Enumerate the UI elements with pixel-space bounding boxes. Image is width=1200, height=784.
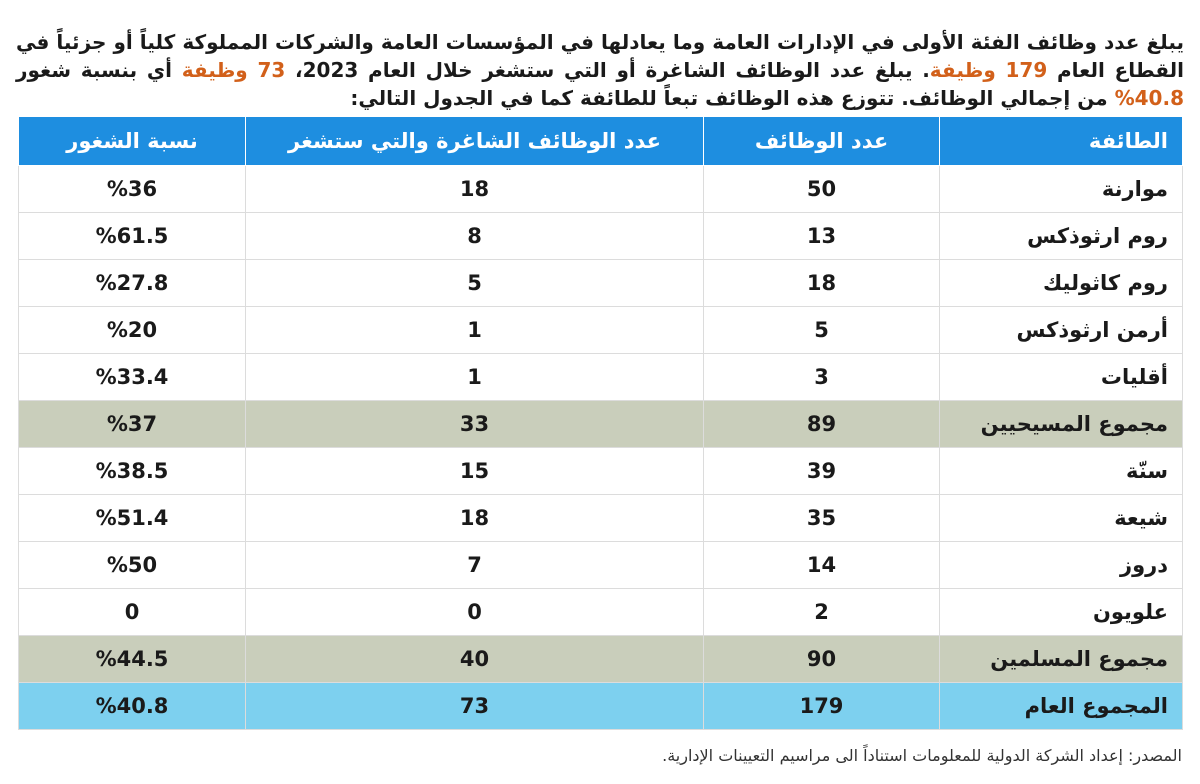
cell-sect: المجموع العام: [940, 683, 1183, 730]
cell-sect: علويون: [940, 589, 1183, 636]
cell-vacant: 73: [246, 683, 704, 730]
cell-vacant: 40: [246, 636, 704, 683]
cell-rate: %38.5: [19, 448, 246, 495]
intro-text-3: أي بنسبة شغور: [16, 58, 182, 82]
cell-rate: %50: [19, 542, 246, 589]
table-header-row: [19, 117, 1183, 166]
cell-sect: موارنة: [940, 166, 1183, 213]
cell-rate: %20: [19, 307, 246, 354]
table-row: [19, 495, 1183, 542]
cell-jobs: 3: [704, 354, 940, 401]
intro-highlight-rate: 40.8%: [1114, 86, 1184, 110]
cell-jobs: 5: [704, 307, 940, 354]
cell-rate: %37: [19, 401, 246, 448]
intro-highlight-total-jobs: 179 وظيفة: [929, 58, 1048, 82]
intro-text-2: . يبلغ عدد الوظائف الشاغرة أو التي ستشغر خلال العام 2023،: [285, 58, 930, 82]
cell-jobs: 2: [704, 589, 940, 636]
cell-vacant: 5: [246, 260, 704, 307]
cell-sect: أرمن ارثوذكس: [940, 307, 1183, 354]
grand-total-row: [19, 683, 1183, 730]
cell-vacant: 15: [246, 448, 704, 495]
cell-sect: روم ارثوذكس: [940, 213, 1183, 260]
table-row: [19, 542, 1183, 589]
subtotal-row-christians: [19, 401, 1183, 448]
cell-sect: مجموع المسلمين: [940, 636, 1183, 683]
header-vacant: عدد الوظائف الشاغرة والتي ستشغر: [246, 117, 704, 166]
table-row: [19, 166, 1183, 213]
cell-sect: مجموع المسيحيين: [940, 401, 1183, 448]
intro-text-4: من إجمالي الوظائف. تتوزع هذه الوظائف تبعاً للطائفة كما في الجدول التالي:: [350, 86, 1115, 110]
table-row: [19, 260, 1183, 307]
cell-vacant: 8: [246, 213, 704, 260]
cell-sect: دروز: [940, 542, 1183, 589]
cell-rate: %61.5: [19, 213, 246, 260]
cell-vacant: 7: [246, 542, 704, 589]
cell-sect: روم كاثوليك: [940, 260, 1183, 307]
cell-vacant: 0: [246, 589, 704, 636]
table-row: [19, 307, 1183, 354]
header-jobs: عدد الوظائف: [704, 117, 940, 166]
cell-jobs: 50: [704, 166, 940, 213]
cell-vacant: 33: [246, 401, 704, 448]
table-row: [19, 589, 1183, 636]
cell-jobs: 90: [704, 636, 940, 683]
cell-sect: سنّة: [940, 448, 1183, 495]
cell-rate: %51.4: [19, 495, 246, 542]
cell-jobs: 179: [704, 683, 940, 730]
cell-vacant: 1: [246, 307, 704, 354]
cell-sect: شيعة: [940, 495, 1183, 542]
cell-jobs: 14: [704, 542, 940, 589]
cell-rate: %44.5: [19, 636, 246, 683]
cell-jobs: 18: [704, 260, 940, 307]
cell-rate: 0: [19, 589, 246, 636]
table-row: [19, 354, 1183, 401]
table-row: [19, 213, 1183, 260]
cell-rate: %27.8: [19, 260, 246, 307]
subtotal-row-muslims: [19, 636, 1183, 683]
vacancy-table: [18, 116, 1183, 730]
intro-text-1: يبلغ عدد وظائف الفئة الأولى في الإدارات العامة وما يعادلها في المؤسسات العامة والشركات المملوكة كلياً أو جزئياً في القطاع العام: [16, 30, 1184, 82]
intro-paragraph: [16, 28, 1184, 112]
header-rate: نسبة الشغور: [19, 117, 246, 166]
header-sect: الطائفة: [940, 117, 1183, 166]
source-note: المصدر: إعداد الشركة الدولية للمعلومات استناداً الى مراسيم التعيينات الإدارية.: [662, 746, 1182, 765]
cell-vacant: 18: [246, 495, 704, 542]
cell-jobs: 89: [704, 401, 940, 448]
cell-jobs: 35: [704, 495, 940, 542]
cell-sect: أقليات: [940, 354, 1183, 401]
intro-highlight-vacant-jobs: 73 وظيفة: [181, 58, 286, 82]
cell-jobs: 13: [704, 213, 940, 260]
cell-rate: %36: [19, 166, 246, 213]
table-row: [19, 448, 1183, 495]
cell-rate: %33.4: [19, 354, 246, 401]
cell-vacant: 1: [246, 354, 704, 401]
cell-rate: %40.8: [19, 683, 246, 730]
cell-vacant: 18: [246, 166, 704, 213]
cell-jobs: 39: [704, 448, 940, 495]
